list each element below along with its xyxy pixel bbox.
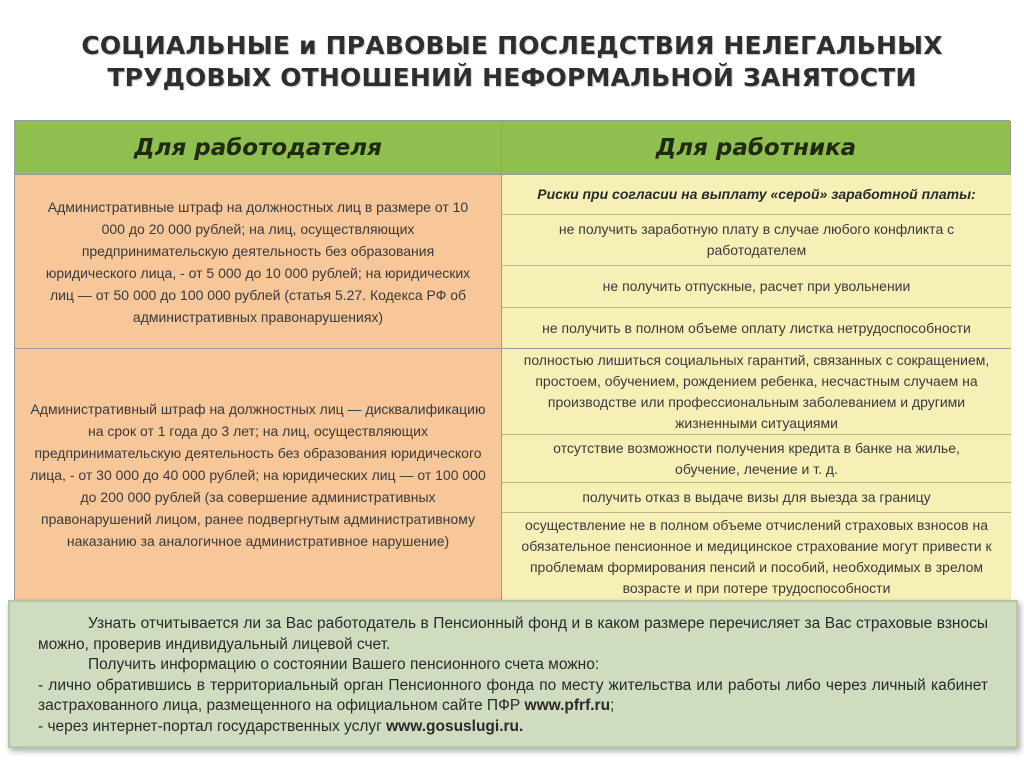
employer-cell-1: Административные штраф на должностных лиц в размере от 10 000 до 20 000 рублей; на лиц, осуществляющих предпринимательскую деятельность без образования юридического лица, - от 5 000 до 10 000 рублей; на юридических лиц — от 50 000 до 100 000 рублей (статья 5.27. Кодекса РФ об административных правонарушениях) bbox=[15, 175, 502, 349]
employee-risk-item: не получить отпускные, расчет при увольнении bbox=[502, 266, 1011, 308]
info-paragraph-2: Получить информацию о состоянии Вашего пенсионного счета можно: bbox=[88, 656, 600, 673]
title-line-1: СОЦИАЛЬНЫЕ и ПРАВОВЫЕ ПОСЛЕДСТВИЯ НЕЛЕГАЛЬНЫХ bbox=[81, 31, 943, 60]
pfrf-link[interactable]: www.pfrf.ru bbox=[524, 697, 611, 714]
employee-risks-title: Риски при согласии на выплату «серой» заработной платы: bbox=[502, 175, 1011, 215]
info-paragraph-1: Узнать отчитывается ли за Вас работодатель в Пенсионный фонд и в каком размере перечисляет за Вас страховые взносы можно, проверив индивидуальный лицевой счет. bbox=[38, 615, 988, 653]
pension-info-box bbox=[8, 600, 1018, 748]
employee-risk-item: не получить в полном объеме оплату листка нетрудоспособности bbox=[542, 319, 971, 336]
employee-group-1 bbox=[502, 175, 1011, 349]
employer-cell-2: Административный штраф на должностных лиц — дисквалификацию на срок от 1 года до 3 лет; на лиц, осуществляющих предпринимательскую деятельность без образования юридического лица, - от 30 000 до 40 000 рублей; на юридических лиц — от 100 000 до 200 000 рублей (за совершение административных правонарушений лицом, ранее подвергнутым административному наказанию за аналогичное административное нарушение) bbox=[15, 349, 502, 601]
title-line-2: ТРУДОВЫХ ОТНОШЕНИЙ НЕФОРМАЛЬНОЙ ЗАНЯТОСТИ bbox=[107, 63, 917, 92]
page-title bbox=[0, 30, 1024, 94]
info-paragraph-4-text: - через интернет-портал государственных услуг bbox=[38, 717, 387, 735]
employee-risk-item: отсутствие возможности получения кредита в банке на жилье, обучение, лечение и т. д. bbox=[502, 435, 1011, 483]
info-paragraph-3-text: - лично обратившись в территориальный орган Пенсионного фонда по месту жительства или работы либо через личный кабинет застрахованного лица, размещенного на официальном сайте ПФР bbox=[38, 676, 988, 714]
info-paragraph-3 bbox=[38, 676, 988, 717]
employee-risk-item: полностью лишиться социальных гарантий, связанных с сокращением, простоем, обучением, рождением ребенка, несчастным случаем на производстве или профессиональным заболеванием и другими жизненными ситуациями bbox=[502, 349, 1011, 435]
employee-group-2 bbox=[502, 349, 1011, 601]
employee-risk-item: не получить заработную плату в случае любого конфликта с работодателем bbox=[502, 215, 1011, 267]
consequences-table bbox=[14, 120, 1010, 600]
info-paragraph-3-end: ; bbox=[610, 697, 615, 714]
info-paragraph-4 bbox=[38, 717, 988, 738]
employer-header: Для работодателя bbox=[15, 121, 502, 175]
employee-risk-item: получить отказ в выдаче визы для выезда за границу bbox=[502, 483, 1011, 513]
employee-risk-item: осуществление не в полном объеме отчислений страховых взносов на обязательное пенсионное и медицинское страхование могут привести к проблемам формирования пенсий и пособий, необходимых в зрелом возрасте и при потере трудоспособности bbox=[521, 517, 992, 596]
gosuslugi-link[interactable]: www.gosuslugi.ru. bbox=[386, 717, 524, 735]
employee-header: Для работника bbox=[502, 121, 1011, 175]
